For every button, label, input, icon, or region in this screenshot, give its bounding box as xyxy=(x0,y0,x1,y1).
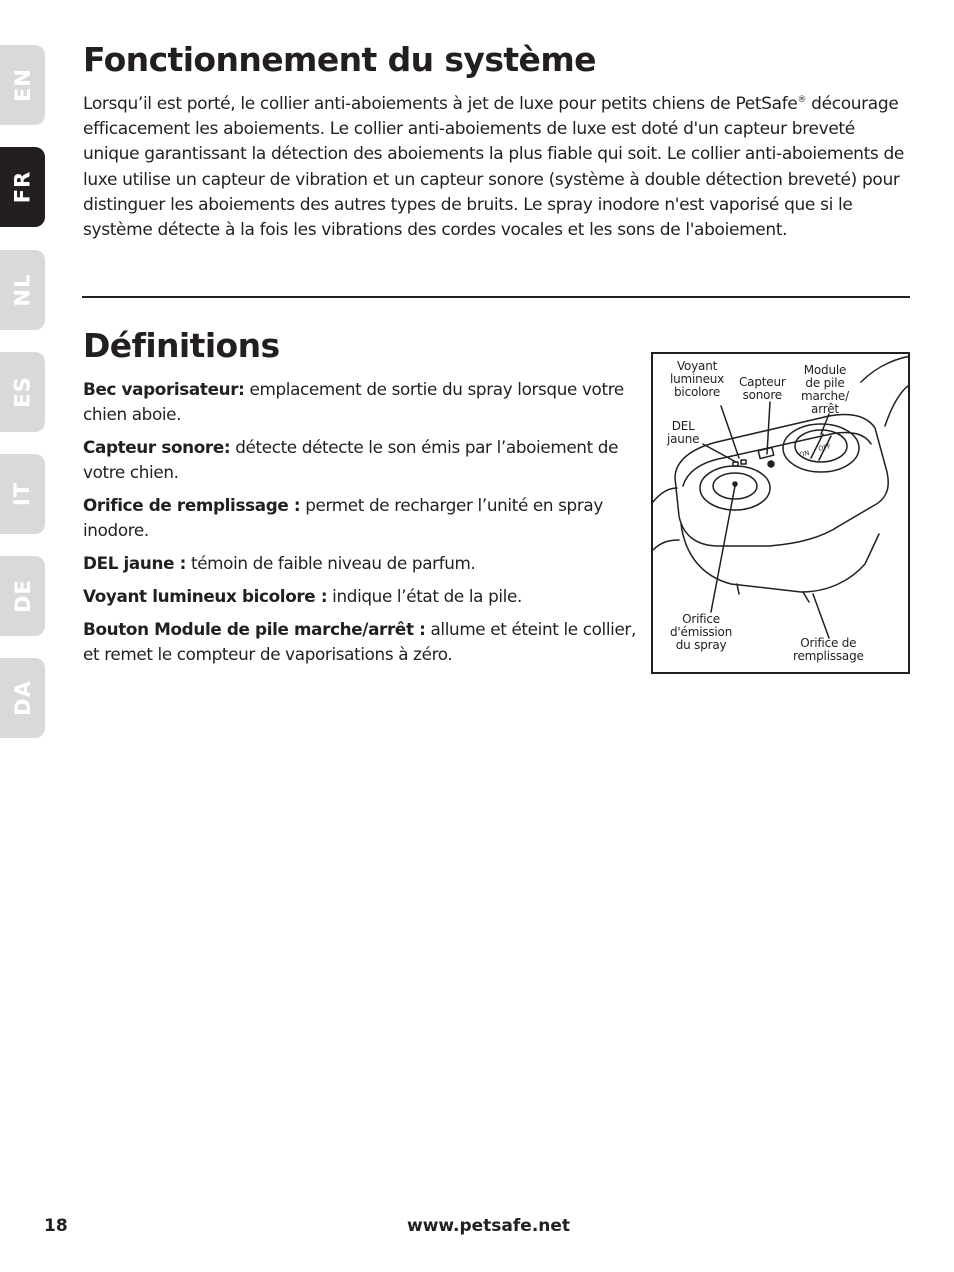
tab-it-label: IT xyxy=(10,481,35,507)
label-line: lumineux xyxy=(670,372,725,386)
definition-text: permet de recharger l’unité en spray inodore. xyxy=(83,495,603,540)
label-line: de pile xyxy=(805,376,845,390)
section-divider xyxy=(82,296,910,298)
definition-term: Bec vaporisateur: xyxy=(83,379,245,399)
label-del-jaune xyxy=(667,420,699,446)
label-line: Module xyxy=(803,363,847,377)
label-line: bicolore xyxy=(674,385,721,399)
label-orifice-remplissage xyxy=(793,637,864,663)
label-capteur-sonore xyxy=(739,376,786,402)
definition-text: allume et éteint le collier, et remet le compteur de vaporisations à zéro. xyxy=(83,619,636,664)
tab-it[interactable] xyxy=(0,454,45,534)
definition-voyant-bicolore xyxy=(83,584,643,609)
tab-de-label: DE xyxy=(10,579,35,613)
tab-de[interactable] xyxy=(0,556,45,636)
label-line: DEL xyxy=(671,419,695,433)
label-line: remplissage xyxy=(793,649,864,663)
collar-diagram xyxy=(651,352,910,674)
tab-nl[interactable] xyxy=(0,250,45,330)
tab-fr[interactable] xyxy=(0,147,45,227)
definition-term: DEL jaune : xyxy=(83,553,186,573)
definition-term: Capteur sonore: xyxy=(83,437,231,457)
tab-en[interactable] xyxy=(0,45,45,125)
definition-text: emplacement de sortie du spray lorsque votre chien aboie. xyxy=(83,379,624,424)
definition-term: Orifice de remplissage : xyxy=(83,495,301,515)
label-module-pile xyxy=(801,364,849,416)
intro-text-part1: Lorsqu’il est porté, le collier anti-aboiements à jet de luxe pour petits chiens de PetSafe xyxy=(83,94,798,114)
definition-bouton-module xyxy=(83,617,643,667)
label-line: jaune xyxy=(667,432,700,446)
tab-es-label: ES xyxy=(10,376,35,408)
label-orifice-emission xyxy=(670,613,732,652)
definition-orifice-remplissage xyxy=(83,493,643,543)
definition-del-jaune xyxy=(83,551,643,576)
definition-capteur-sonore xyxy=(83,435,643,485)
label-line: arrêt xyxy=(811,402,839,416)
switch-on-text: ON xyxy=(798,448,811,459)
tab-da-label: DA xyxy=(10,680,35,716)
tab-da[interactable] xyxy=(0,658,45,738)
definition-term: Voyant lumineux bicolore : xyxy=(83,586,328,606)
intro-paragraph xyxy=(83,92,909,243)
definition-bec-vaporisateur xyxy=(83,377,643,427)
label-line: d'émission xyxy=(670,625,733,639)
page-number: 18 xyxy=(44,1216,68,1236)
label-line: Voyant xyxy=(676,359,718,373)
section-title-fonctionnement: Fonctionnement du système xyxy=(83,40,596,79)
registered-mark: ® xyxy=(797,95,807,105)
label-line: du spray xyxy=(675,638,727,652)
definitions-list xyxy=(83,377,643,675)
label-line: Capteur xyxy=(739,375,786,389)
tab-en-label: EN xyxy=(10,68,35,102)
switch-off-text: OFF xyxy=(817,442,832,453)
tab-fr-label: FR xyxy=(10,170,35,204)
tab-nl-label: NL xyxy=(10,273,35,307)
definition-text: témoin de faible niveau de parfum. xyxy=(185,553,476,573)
website-link[interactable]: www.petsafe.net xyxy=(407,1216,571,1236)
section-title-definitions: Définitions xyxy=(83,326,280,365)
label-line: sonore xyxy=(742,388,782,402)
label-voyant-bicolore xyxy=(670,360,724,399)
label-line: Orifice xyxy=(682,612,720,626)
definition-text: indique l’état de la pile. xyxy=(327,586,522,606)
intro-text-part2: décourage efficacement les aboiements. Le collier anti-aboiements de luxe est doté d'un capteur breveté unique garantissant la détection des aboiements la plus fiable qui soit. Le collier anti-aboiements de luxe utilise un capteur de vibration et un capteur sonore (système à double détection breveté) pour distinguer les aboiements des autres types de bruits. Le spray inodore n'est vaporisé que si le système détecte à la fois les vibrations des cordes vocales et les sons de l'aboiement. xyxy=(83,94,905,241)
label-line: Orifice de xyxy=(800,636,857,650)
definition-text: détecte détecte le son émis par l’aboiement de votre chien. xyxy=(83,437,619,482)
definition-term: Bouton Module de pile marche/arrêt : xyxy=(83,619,426,639)
tab-es[interactable] xyxy=(0,352,45,432)
label-line: marche/ xyxy=(801,389,849,403)
